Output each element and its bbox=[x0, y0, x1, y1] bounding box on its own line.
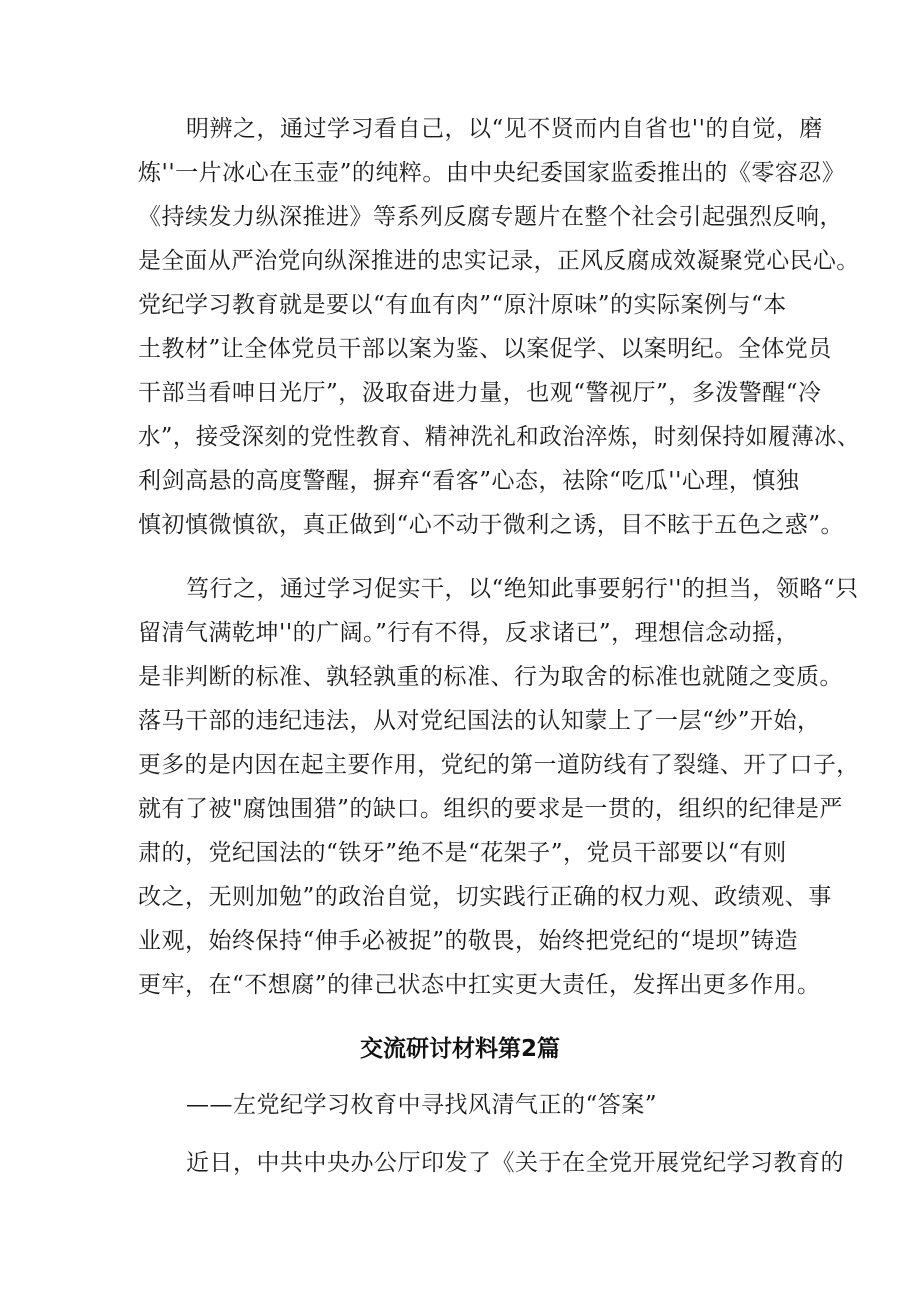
paragraph-2-line-4: 落马干部的违纪违法，从对党纪国法的认知蒙上了一层“纱”开始， bbox=[138, 708, 821, 734]
paragraph-2-line-3: 是非判断的标准、孰轻孰重的标准、行为取舍的标准也就随之变质。 bbox=[138, 664, 843, 690]
paragraph-2-line-8: 改之，无则加勉”的政治自觉，切实践行正确的权力观、政绩观、事 bbox=[138, 884, 832, 910]
paragraph-1-line-10: 慎初慎微慎欲，真正做到“心不动于微利之诱，目不眩于五色之惑”。 bbox=[138, 512, 845, 538]
paragraph-2-line-6: 就有了被"腐蚀围猎”的缺口。组织的要求是一贯的，组织的纪律是严 bbox=[138, 796, 843, 822]
paragraph-3-line-1: 近日，中共中央办公厅印发了《关于在全党开展党纪学习教育的 bbox=[186, 1150, 844, 1176]
paragraph-1-line-6: 土教材”让全体党员干部以案为鉴、以案促学、以案明纪。全体党员 bbox=[138, 336, 832, 362]
paragraph-2-line-9: 业观，始终保持“伸手必被捉”的敬畏，始终把党纪的“堤坝”铸造 bbox=[138, 928, 799, 954]
paragraph-1-line-7: 干部当看呻日光厅”，汲取奋进力量，也观“警视厅”，多泼警醒“冷 bbox=[138, 380, 822, 406]
paragraph-1-line-8: 水”，接受深刻的党性教育、精神洗礼和政治淬炼，时刻保持如履薄冰、 bbox=[138, 424, 860, 450]
paragraph-2-line-7: 肃的，党纪国法的“铁牙”绝不是“花架子”，党员干部要以“有则 bbox=[138, 840, 787, 866]
paragraph-2-line-10: 更牢，在“不想腐”的律己状态中扛实更大责任，发挥出更多作用。 bbox=[138, 972, 821, 998]
paragraph-1-line-2: 炼''一片冰心在玉壶”的纯粹。由中央纪委国家监委推出的《零容忍》 bbox=[138, 160, 846, 186]
paragraph-1-line-4: 是全面从严治党向纵深推进的忠实记录，正风反腐成效凝聚党心民心。 bbox=[138, 248, 860, 274]
paragraph-2-line-2: 留清气满乾坤''的广阔。”行有不得，反求诸已”，理想信念动摇， bbox=[138, 620, 800, 646]
section-subtitle: ——左党纪学习枚育中寻找风清气正的“答案” bbox=[186, 1092, 658, 1118]
paragraph-1-line-5: 党纪学习教育就是要以“有血有肉”“原汁原味”的实际案例与“本 bbox=[138, 292, 787, 318]
paragraph-1-line-3: 《持续发力纵深推进》等系列反腐专题片在整个社会引起强烈反响， bbox=[138, 204, 843, 230]
paragraph-1-line-1: 明辨之，通过学习看自己，以“见不贤而内自省也''的自觉，磨 bbox=[186, 116, 823, 142]
paragraph-2-line-5: 更多的是内因在起主要作用，党纪的第一道防线有了裂缝、开了口子， bbox=[138, 752, 860, 778]
paragraph-2-line-1: 笃行之，通过学习促实干，以“绝知此事要躬行''的担当，领略“只 bbox=[186, 576, 859, 602]
paragraph-1-line-9: 利剑高悬的高度警醒，摒弃“看客”心态，祛除“吃瓜''心理，慎独 bbox=[138, 468, 800, 494]
section-title: 交流研讨材料第2篇 bbox=[359, 1036, 560, 1062]
